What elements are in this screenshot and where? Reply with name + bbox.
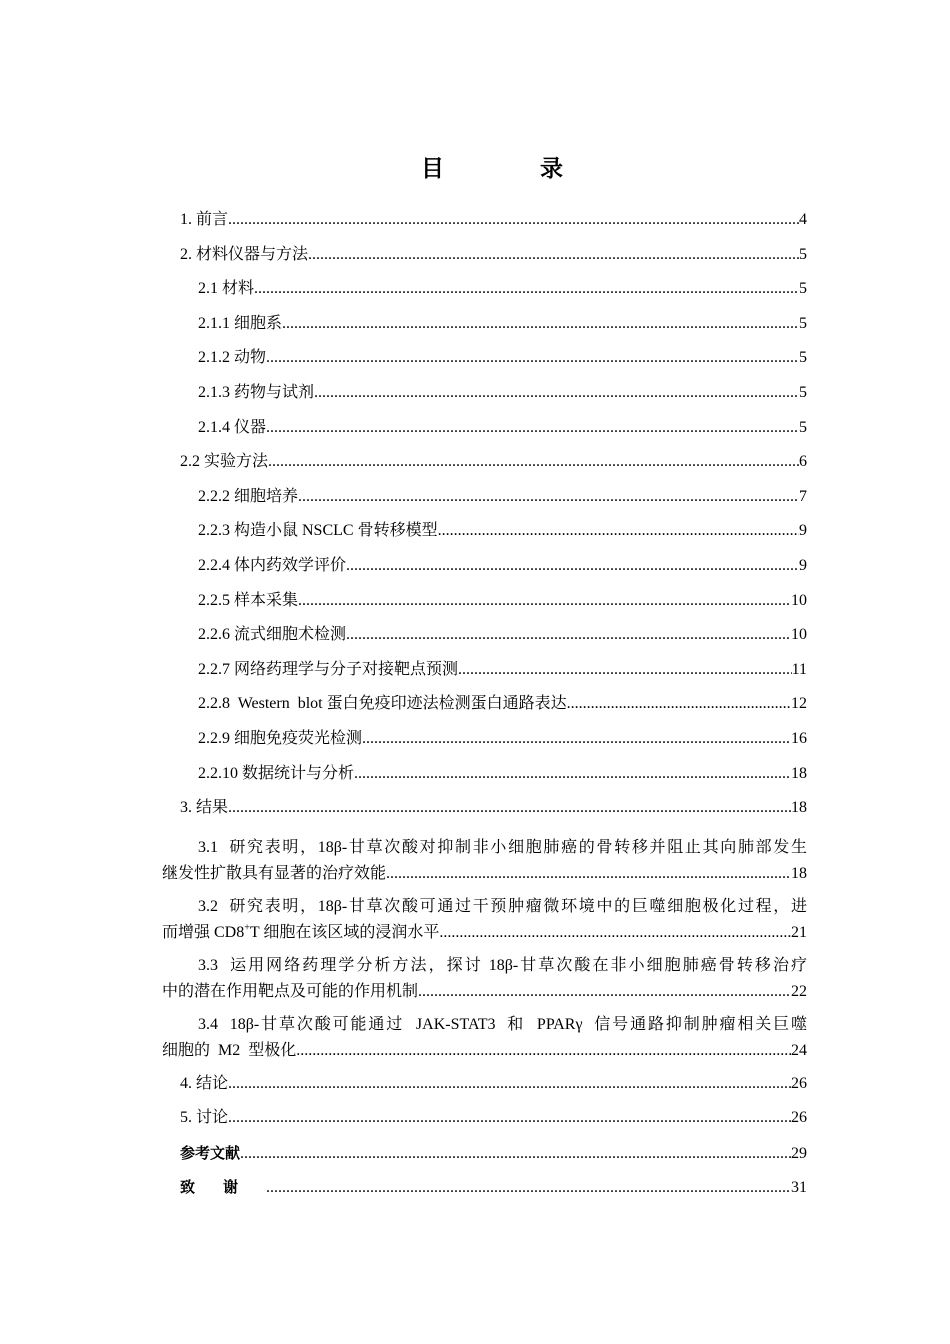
toc-entry-text: 细胞的 M2 型极化 bbox=[162, 1041, 297, 1059]
toc-leader-dots bbox=[438, 518, 799, 544]
toc-leader-dots bbox=[228, 795, 791, 821]
toc-entry-text: 2.1.3 药物与试剂 bbox=[198, 383, 315, 401]
toc-entry-2-1[interactable] bbox=[162, 276, 807, 311]
toc-entry-text: 2.1.4 仪器 bbox=[198, 418, 267, 436]
toc-entry-text: 2.2.9 细胞免疫荧光检测 bbox=[198, 729, 363, 747]
toc-leader-dots bbox=[240, 1141, 791, 1167]
toc-entry-conclusion[interactable] bbox=[162, 1071, 807, 1106]
toc-page-number: 26 bbox=[791, 1074, 807, 1092]
toc-leader-dots bbox=[567, 691, 791, 717]
toc-entry-2-1-3[interactable] bbox=[162, 380, 807, 415]
toc-page-number: 12 bbox=[791, 695, 807, 713]
toc-entry-text: 2.2 实验方法 bbox=[180, 453, 269, 471]
toc-entry-preface[interactable] bbox=[162, 207, 807, 242]
toc-leader-dots bbox=[266, 415, 799, 441]
toc-entry-2-2-2[interactable] bbox=[162, 484, 807, 519]
toc-entry-discussion[interactable] bbox=[162, 1105, 807, 1140]
toc-leader-dots bbox=[228, 207, 799, 233]
toc-entry-text: 参考文献 bbox=[180, 1143, 241, 1162]
toc-leader-dots bbox=[362, 726, 791, 752]
toc-entry-results[interactable] bbox=[162, 795, 807, 830]
toc-leader-dots bbox=[418, 979, 791, 1005]
toc-page-number: 7 bbox=[799, 487, 807, 505]
toc-page-number: 10 bbox=[791, 626, 807, 644]
toc-entry-2-2-6[interactable] bbox=[162, 622, 807, 657]
toc-page-number: 5 bbox=[799, 245, 807, 263]
toc-entry-text: 2.2.5 样本采集 bbox=[198, 591, 299, 609]
toc-entry-acknowledgements[interactable] bbox=[162, 1174, 807, 1209]
toc-page-number: 29 bbox=[791, 1144, 807, 1162]
toc-entry-2-2-9[interactable] bbox=[162, 726, 807, 761]
toc-entry-line bbox=[162, 1038, 807, 1064]
toc-entry-line bbox=[162, 979, 807, 1005]
toc-entry-text: 致谢 bbox=[180, 1178, 267, 1197]
toc-entry-text: 2.2.8 Western blot 蛋白免疫印迹法检测蛋白通路表达 bbox=[198, 695, 567, 713]
toc-entry-3-2[interactable] bbox=[162, 894, 807, 946]
toc-entry-3-1[interactable] bbox=[162, 835, 807, 887]
toc-leader-dots bbox=[314, 380, 799, 406]
toc-page-number: 11 bbox=[791, 660, 807, 678]
table-of-contents bbox=[162, 207, 807, 1209]
toc-entry-methods[interactable] bbox=[162, 242, 807, 277]
toc-entry-line: 3.3 运用网络药理学分析方法，探讨 18β-甘草次酸在非小细胞肺癌骨转移治疗 bbox=[198, 956, 807, 974]
toc-page-number: 10 bbox=[791, 591, 807, 609]
toc-leader-dots bbox=[254, 276, 799, 302]
toc-entry-3-4[interactable] bbox=[162, 1012, 807, 1064]
toc-entry-text: 2.2.4 体内药效学评价 bbox=[198, 556, 347, 574]
toc-entry-text: 继发性扩散具有显著的治疗效能 bbox=[162, 864, 387, 882]
toc-entry-text: 3. 结果 bbox=[180, 799, 229, 817]
toc-page-number: 16 bbox=[791, 729, 807, 747]
toc-entry-text: 5. 讨论 bbox=[180, 1109, 229, 1127]
toc-page-number: 31 bbox=[791, 1179, 807, 1197]
toc-leader-dots bbox=[268, 449, 799, 475]
toc-leader-dots bbox=[266, 345, 799, 371]
toc-leader-dots bbox=[282, 311, 799, 337]
toc-entry-2-1-1[interactable] bbox=[162, 311, 807, 346]
toc-page-number: 9 bbox=[799, 522, 807, 540]
toc-leader-dots bbox=[346, 622, 791, 648]
toc-leader-dots bbox=[298, 588, 791, 614]
toc-entry-text: 2.2.3 构造小鼠 NSCLC 骨转移模型 bbox=[198, 522, 438, 540]
toc-page-number: 6 bbox=[799, 453, 807, 471]
toc-entry-2-2-5[interactable] bbox=[162, 588, 807, 623]
toc-entry-text: 2.1.2 动物 bbox=[198, 349, 267, 367]
toc-entry-text: 中的潜在作用靶点及可能的作用机制 bbox=[162, 982, 419, 1000]
toc-entry-text: 2.2.6 流式细胞术检测 bbox=[198, 626, 347, 644]
toc-entry-text: 2.2.2 细胞培养 bbox=[198, 487, 299, 505]
toc-entry-3-3[interactable] bbox=[162, 953, 807, 1005]
toc-entry-line bbox=[162, 920, 807, 946]
toc-page-number: 26 bbox=[791, 1109, 807, 1127]
toc-entry-2-2[interactable] bbox=[162, 449, 807, 484]
toc-leader-dots bbox=[298, 484, 799, 510]
toc-entry-text bbox=[162, 920, 439, 946]
toc-entry-text: 2. 材料仪器与方法 bbox=[180, 245, 309, 263]
toc-page-number: 5 bbox=[799, 314, 807, 332]
toc-leader-dots bbox=[266, 1175, 791, 1201]
toc-entry-line: 3.1 研究表明，18β-甘草次酸对抑制非小细胞肺癌的骨转移并阻止其向肺部发生 bbox=[198, 838, 807, 856]
toc-page-number: 5 bbox=[799, 280, 807, 298]
toc-leader-dots bbox=[296, 1038, 791, 1064]
toc-entry-text: 1. 前言 bbox=[180, 211, 229, 228]
toc-page-number: 21 bbox=[791, 923, 807, 941]
toc-entry-2-1-2[interactable] bbox=[162, 345, 807, 380]
toc-entry-2-2-4[interactable] bbox=[162, 553, 807, 588]
toc-entry-line: 3.4 18β-甘草次酸可能通过 JAK-STAT3 和 PPARγ 信号通路抑制肿瘤相关巨噬 bbox=[198, 1015, 807, 1033]
toc-entry-text-part: 而增强 CD8 bbox=[162, 923, 245, 941]
toc-entry-2-2-8[interactable] bbox=[162, 691, 807, 726]
toc-leader-dots bbox=[308, 242, 799, 268]
toc-page-number: 18 bbox=[791, 799, 807, 817]
toc-leader-dots bbox=[439, 920, 791, 946]
toc-entry-references[interactable] bbox=[162, 1140, 807, 1175]
toc-leader-dots bbox=[354, 761, 791, 787]
toc-title: 目 录 bbox=[420, 156, 607, 182]
toc-leader-dots bbox=[458, 657, 792, 683]
toc-entry-2-2-10[interactable] bbox=[162, 761, 807, 796]
toc-entry-2-1-4[interactable] bbox=[162, 415, 807, 450]
toc-page-number: 4 bbox=[799, 211, 807, 228]
toc-leader-dots bbox=[386, 861, 791, 887]
toc-page-number: 18 bbox=[791, 764, 807, 782]
toc-page-number: 5 bbox=[799, 418, 807, 436]
toc-entry-2-2-3[interactable] bbox=[162, 518, 807, 553]
toc-page-number: 5 bbox=[799, 383, 807, 401]
toc-entry-text: 2.1.1 细胞系 bbox=[198, 314, 283, 332]
toc-entry-2-2-7[interactable] bbox=[162, 657, 807, 692]
toc-leader-dots bbox=[228, 1071, 791, 1097]
toc-entry-text: 4. 结论 bbox=[180, 1074, 229, 1092]
toc-leader-dots bbox=[346, 553, 799, 579]
toc-entry-text: 2.1 材料 bbox=[198, 280, 255, 298]
toc-page-number: 9 bbox=[799, 556, 807, 574]
toc-page-number: 22 bbox=[791, 982, 807, 1000]
toc-leader-dots bbox=[228, 1105, 791, 1131]
toc-entry-line bbox=[162, 861, 807, 887]
toc-entry-text: 2.2.10 数据统计与分析 bbox=[198, 764, 355, 782]
toc-entry-text: 2.2.7 网络药理学与分子对接靶点预测 bbox=[198, 660, 459, 678]
toc-page-number: 5 bbox=[799, 349, 807, 367]
superscript-plus: + bbox=[244, 922, 250, 934]
toc-entry-line: 3.2 研究表明，18β-甘草次酸可通过干预肿瘤微环境中的巨噬细胞极化过程，进 bbox=[198, 897, 807, 915]
toc-page-number: 18 bbox=[791, 864, 807, 882]
toc-entry-text-part: T 细胞在该区域的浸润水平 bbox=[249, 923, 440, 941]
toc-page-number: 24 bbox=[791, 1041, 807, 1059]
